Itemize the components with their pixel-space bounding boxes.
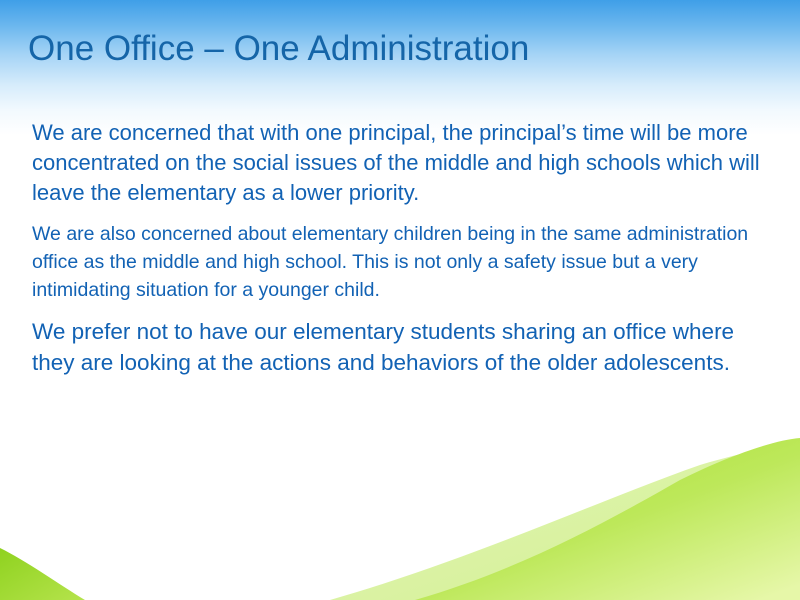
paragraph-shared-office: We are also concerned about elementary children being in the same administration office as the middle and high school. This is not only a safety issue but a very intimidating situation for a younger child. [32,223,749,301]
slide-body [32,118,782,378]
slide-title: One Office – One Administration [28,29,530,68]
paragraph-principal-time: We are concerned that with one principal, the principal’s time will be more concentrated on the social issues of the middle and high schools which will leave the elementary as a lower priority. [32,120,760,205]
paragraph-older-adolescents: We prefer not to have our elementary students sharing an office where they are looking at the actions and behaviors of the older adolescents. [32,319,735,375]
hill-left [0,548,85,600]
